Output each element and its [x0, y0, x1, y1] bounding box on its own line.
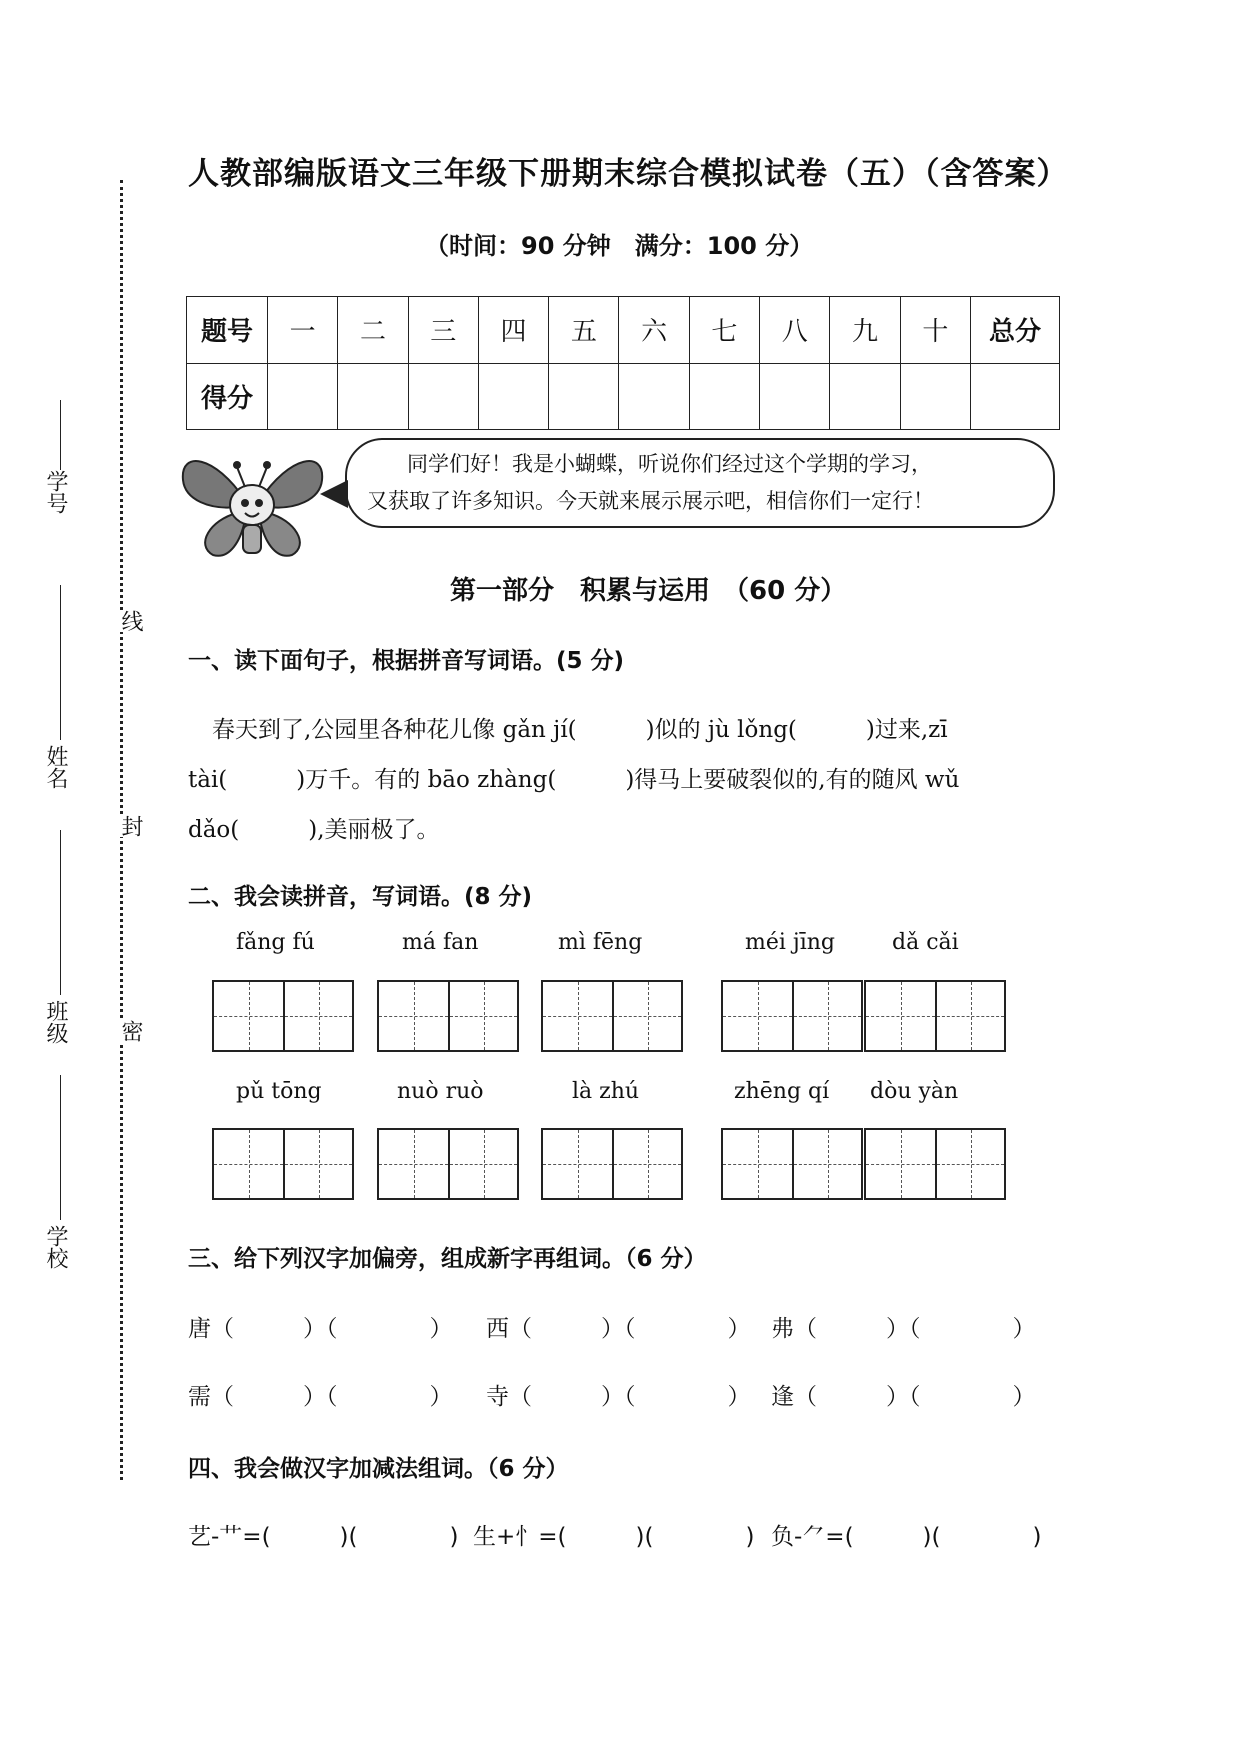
- writing-grid[interactable]: [377, 1128, 519, 1200]
- header-cell: 八: [760, 297, 830, 364]
- header-cell: 一: [268, 297, 338, 364]
- student-id-blank[interactable]: [60, 400, 61, 470]
- q4-heading: 四、我会做汉字加减法组词。（6 分）: [188, 1456, 569, 1482]
- q1-paragraph: [188, 705, 1048, 855]
- pinyin-label: pǔ tōng: [236, 1079, 322, 1104]
- q3-item[interactable]: 逢（ ）（ ）: [771, 1384, 1036, 1410]
- writing-grid[interactable]: [541, 980, 683, 1052]
- header-cell: 十: [900, 297, 970, 364]
- q1-heading: 一、读下面句子，根据拼音写词语。(5 分): [188, 648, 625, 674]
- pinyin-label: là zhú: [572, 1079, 640, 1104]
- q1-line-3: dǎo( ),美丽极了。: [188, 817, 440, 843]
- header-cell: 总分: [971, 297, 1060, 364]
- pinyin-label: zhēng qí: [734, 1079, 830, 1104]
- q3-item[interactable]: 唐（ ）（ ）: [188, 1316, 453, 1342]
- speech-bubble-tail: [320, 480, 348, 508]
- bubble-line-1: 同学们好！我是小蝴蝶，听说你们经过这个学期的学习，: [407, 452, 932, 476]
- score-cell[interactable]: [478, 363, 548, 430]
- writing-grid[interactable]: [721, 1128, 863, 1200]
- q4-item[interactable]: 生+忄=( )( ): [473, 1524, 755, 1550]
- writing-grid[interactable]: [541, 1128, 683, 1200]
- class-label: 班级: [43, 1000, 68, 1044]
- school-blank[interactable]: [60, 1075, 61, 1220]
- score-cell[interactable]: [760, 363, 830, 430]
- header-cell: 七: [689, 297, 759, 364]
- score-table-header-row: [187, 297, 1060, 364]
- header-cell: 四: [478, 297, 548, 364]
- q3-item[interactable]: 寺（ ）（ ）: [486, 1384, 751, 1410]
- speech-bubble: [345, 438, 1055, 528]
- pinyin-label: mì fēng: [558, 930, 643, 955]
- header-cell: 题号: [187, 297, 268, 364]
- q3-row-2: [188, 1378, 1036, 1411]
- writing-grid[interactable]: [212, 1128, 354, 1200]
- bubble-line-2: 又获取了许多知识。今天就来展示展示吧，相信你们一定行！: [367, 489, 934, 513]
- q4-item[interactable]: 艺-艹=( )( ): [188, 1524, 459, 1550]
- score-cell[interactable]: [268, 363, 338, 430]
- score-cell[interactable]: [971, 363, 1060, 430]
- q3-item[interactable]: 需（ ）（ ）: [188, 1384, 453, 1410]
- writing-grid[interactable]: [864, 1128, 1006, 1200]
- score-cell[interactable]: [689, 363, 759, 430]
- header-cell: 三: [408, 297, 478, 364]
- q4-row: [188, 1518, 1041, 1551]
- student-id-label: 学号: [43, 470, 68, 514]
- score-cell[interactable]: [619, 363, 689, 430]
- writing-grid[interactable]: [377, 980, 519, 1052]
- pinyin-label: nuò ruò: [397, 1079, 484, 1104]
- header-cell: 二: [338, 297, 408, 364]
- q2-heading: 二、我会读拼音，写词语。(8 分): [188, 884, 533, 910]
- header-cell: 六: [619, 297, 689, 364]
- score-cell[interactable]: [900, 363, 970, 430]
- q4-item[interactable]: 负-⺈=( )( ): [771, 1524, 1042, 1550]
- seal-seal-char: 封: [115, 815, 146, 837]
- butterfly-mascot-image: [175, 445, 330, 565]
- seal-secret-char: 密: [115, 1020, 146, 1042]
- exam-title: 人教部编版语文三年级下册期末综合模拟试卷（五）（含答案）: [188, 156, 1069, 192]
- score-row-label: 得分: [187, 363, 268, 430]
- name-label: 姓名: [43, 745, 68, 789]
- header-cell: 五: [549, 297, 619, 364]
- score-cell[interactable]: [338, 363, 408, 430]
- writing-grid[interactable]: [212, 980, 354, 1052]
- q3-item[interactable]: 西（ ）（ ）: [486, 1316, 751, 1342]
- pinyin-label: fǎng fú: [236, 930, 315, 955]
- section-title: 第一部分 积累与运用 （60 分）: [450, 576, 847, 606]
- q1-line-1: 春天到了,公园里各种花儿像 gǎn jí( )似的 jù lǒng( )过来,zī: [212, 717, 948, 743]
- school-label: 学校: [43, 1225, 68, 1269]
- seal-line-char: 线: [115, 610, 146, 632]
- q3-row-1: [188, 1310, 1036, 1343]
- pinyin-label: dòu yàn: [870, 1079, 959, 1104]
- pinyin-label: má fan: [402, 930, 479, 955]
- score-table: [186, 296, 1060, 430]
- score-cell[interactable]: [830, 363, 900, 430]
- q3-heading: 三、给下列汉字加偏旁，组成新字再组词。（6 分）: [188, 1246, 707, 1272]
- class-blank[interactable]: [60, 830, 61, 995]
- q3-item[interactable]: 弗（ ）（ ）: [771, 1316, 1036, 1342]
- pinyin-label: méi jīng: [745, 930, 836, 955]
- writing-grid[interactable]: [721, 980, 863, 1052]
- name-blank[interactable]: [60, 585, 61, 740]
- pinyin-label: dǎ cǎi: [892, 930, 959, 955]
- score-cell[interactable]: [408, 363, 478, 430]
- q1-line-2: tài( )万千。有的 bāo zhàng( )得马上要破裂似的,有的随风 wǔ: [188, 767, 960, 793]
- header-cell: 九: [830, 297, 900, 364]
- score-table-score-row: [187, 363, 1060, 430]
- writing-grid[interactable]: [864, 980, 1006, 1052]
- exam-subtitle: （时间：90 分钟 满分：100 分）: [425, 232, 814, 260]
- score-cell[interactable]: [549, 363, 619, 430]
